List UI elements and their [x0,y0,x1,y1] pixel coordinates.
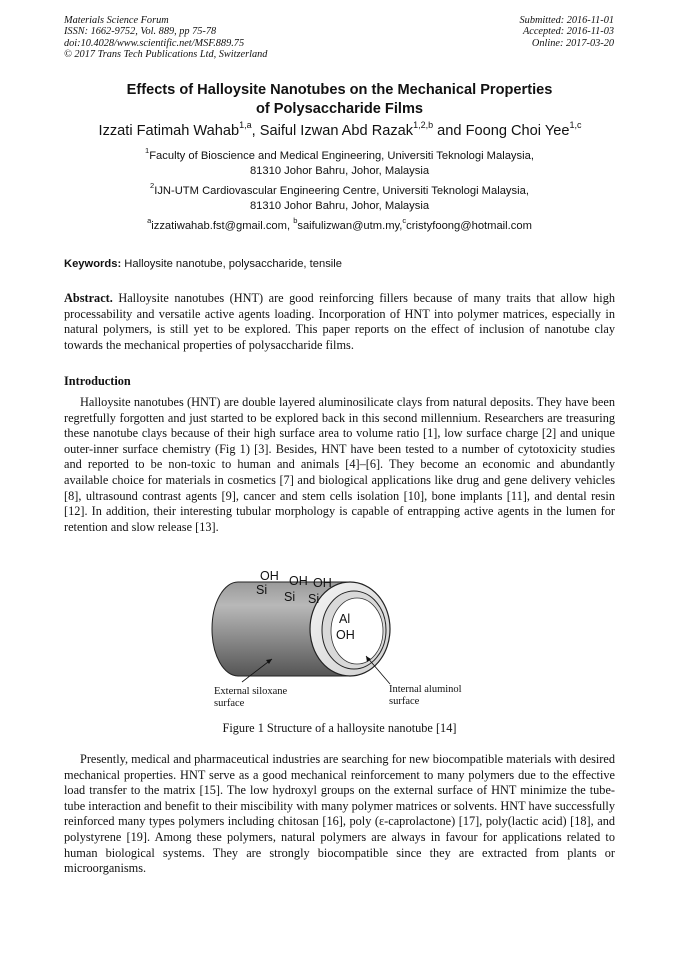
email-b-marker: b [293,216,298,226]
surface-oh-2: OH [289,574,308,588]
email-a[interactable]: izzatiwahab.fst@gmail.com, [151,220,294,232]
internal-surface-label-1: Internal aluminol [389,684,462,695]
abstract [64,291,615,353]
surface-oh-3: OH [313,576,332,590]
paper-title [64,81,615,119]
email-b[interactable]: saifulizwan@utm.my, [297,220,403,232]
introduction-paragraph-1: Halloysite nanotubes (HNT) are double layered aluminosilicate clays from natural deposits. They have been regretfully forgotten and just started to be explored back in this second millennium. Researchers are treasuring these nanotube clays because of their high surface area to volume ratio [1], low surface charge [2] and unique outer-inner surface chemistry (Fig 1) [3]. Besides, HNT have been tested to a number of cytotoxicity studies and reported to be non-toxic to human and animals [4]–[6]. They become an economic and abundantly available choice for materials in cosmetics [7] and biological applications like drug and gene delivery vehicles [8], ultrasound contrast agents [9], cancer and stem cells isolation [10], bone implants [11], and dental resin [12]. In addition, their interesting tubular morphology is capable of entrapping active agents in the lumen for retention and slow release [13]. [64,395,615,534]
external-surface-label-1: External siloxane [214,686,288,697]
author-3-marker: 1,c [569,120,582,131]
keywords-label: Keywords: [64,258,122,270]
affiliation-2 [64,181,615,214]
keywords-text: Halloysite nanotube, polysaccharide, tensile [121,258,342,270]
author-separator: , [251,123,260,139]
internal-surface-label-2: surface [389,696,420,707]
nanotube-diagram [200,564,480,714]
author-2-marker: 1,2,b [413,120,434,131]
author-list [40,122,640,140]
journal-header [64,15,267,61]
surface-si-3: Si [308,592,320,606]
email-a-marker: a [147,216,152,226]
dates-header [520,15,614,49]
journal-issn: ISSN: 1662-9752, Vol. 889, pp 75-78 [64,26,217,38]
email-list [64,216,615,234]
affiliation-2-line-1: IJN-UTM Cardiovascular Engineering Centre, Universiti Teknologi Malaysia, [154,185,529,197]
keywords [64,257,615,271]
introduction-paragraph-2: Presently, medical and pharmaceutical industries are searching for new biocompatible materials with desired mechanical properties. HNT serve as a good mechanical reinforcement to many polymers due to the effective load transfer to the matrix [15]. The low hydroxyl groups on the external surface of HNT minimize the tube-tube interaction and benefit to their miscibility with many polymer matrices or solvents. HNT have successfully reinforced many types polymers including chitosan [16], poly (ε-caprolactone) [17], poly(lactic acid) [18], and polystyrene [19]. Among these polymers, natural polymers are always in favour for applications related to human biological systems. They are strongly biocompatible since they are extracted from plants or microorganisms. [64,752,615,876]
date-online: Online: 2017-03-20 [531,37,614,49]
author-separator: and [433,123,466,139]
abstract-text: Halloysite nanotubes (HNT) are good reinforcing fillers because of many traits that allow high processability and versatile active agents loading. Incorporation of HNT into polymer matrices, especially in natural polymers, is still yet to be explored. This paper reports on the effect of inclusion of nanotube clay towards the mechanical properties of polysaccharide films. [64,291,615,352]
affiliation-2-line-2: 81310 Johor Bahru, Johor, Malaysia [249,200,430,212]
title-line-2: of Polysaccharide Films [255,101,424,117]
inner-oh: OH [336,628,355,642]
halloysite-nanotube-figure [200,564,480,714]
author-1-marker: 1,a [239,120,252,131]
email-c-marker: c [402,216,407,226]
section-heading-introduction: Introduction [64,374,131,388]
surface-si-1: Si [256,583,268,597]
surface-si-2: Si [284,590,296,604]
affiliation-1-marker: 1 [145,146,150,156]
external-surface-label-2: surface [214,698,245,709]
affiliation-2-marker: 2 [150,181,155,191]
figure-caption: Figure 1 Structure of a halloysite nanotube [14] [222,721,457,735]
affiliation-1-line-1: Faculty of Bioscience and Medical Engineering, Universiti Teknologi Malaysia, [149,150,534,162]
title-line-1: Effects of Halloysite Nanotubes on the Mechanical Properties [126,82,553,98]
date-submitted: Submitted: 2016-11-01 [519,15,614,26]
author-2: Saiful Izwan Abd Razak [259,123,414,139]
journal-name: Materials Science Forum [64,15,169,26]
journal-copyright: © 2017 Trans Tech Publications Ltd, Switzerland [64,49,268,61]
affiliation-1 [64,146,615,179]
inner-al: Al [339,612,351,626]
email-c[interactable]: cristyfoong@hotmail.com [406,220,532,232]
surface-oh-1: OH [260,569,279,583]
abstract-label: Abstract. [64,291,113,305]
author-1: Izzati Fatimah Wahab [98,123,240,139]
author-3: Foong Choi Yee [465,123,570,139]
date-accepted: Accepted: 2016-11-03 [522,26,614,38]
journal-doi: doi:10.4028/www.scientific.net/MSF.889.75 [64,37,245,49]
affiliation-1-line-2: 81310 Johor Bahru, Johor, Malaysia [249,165,430,177]
